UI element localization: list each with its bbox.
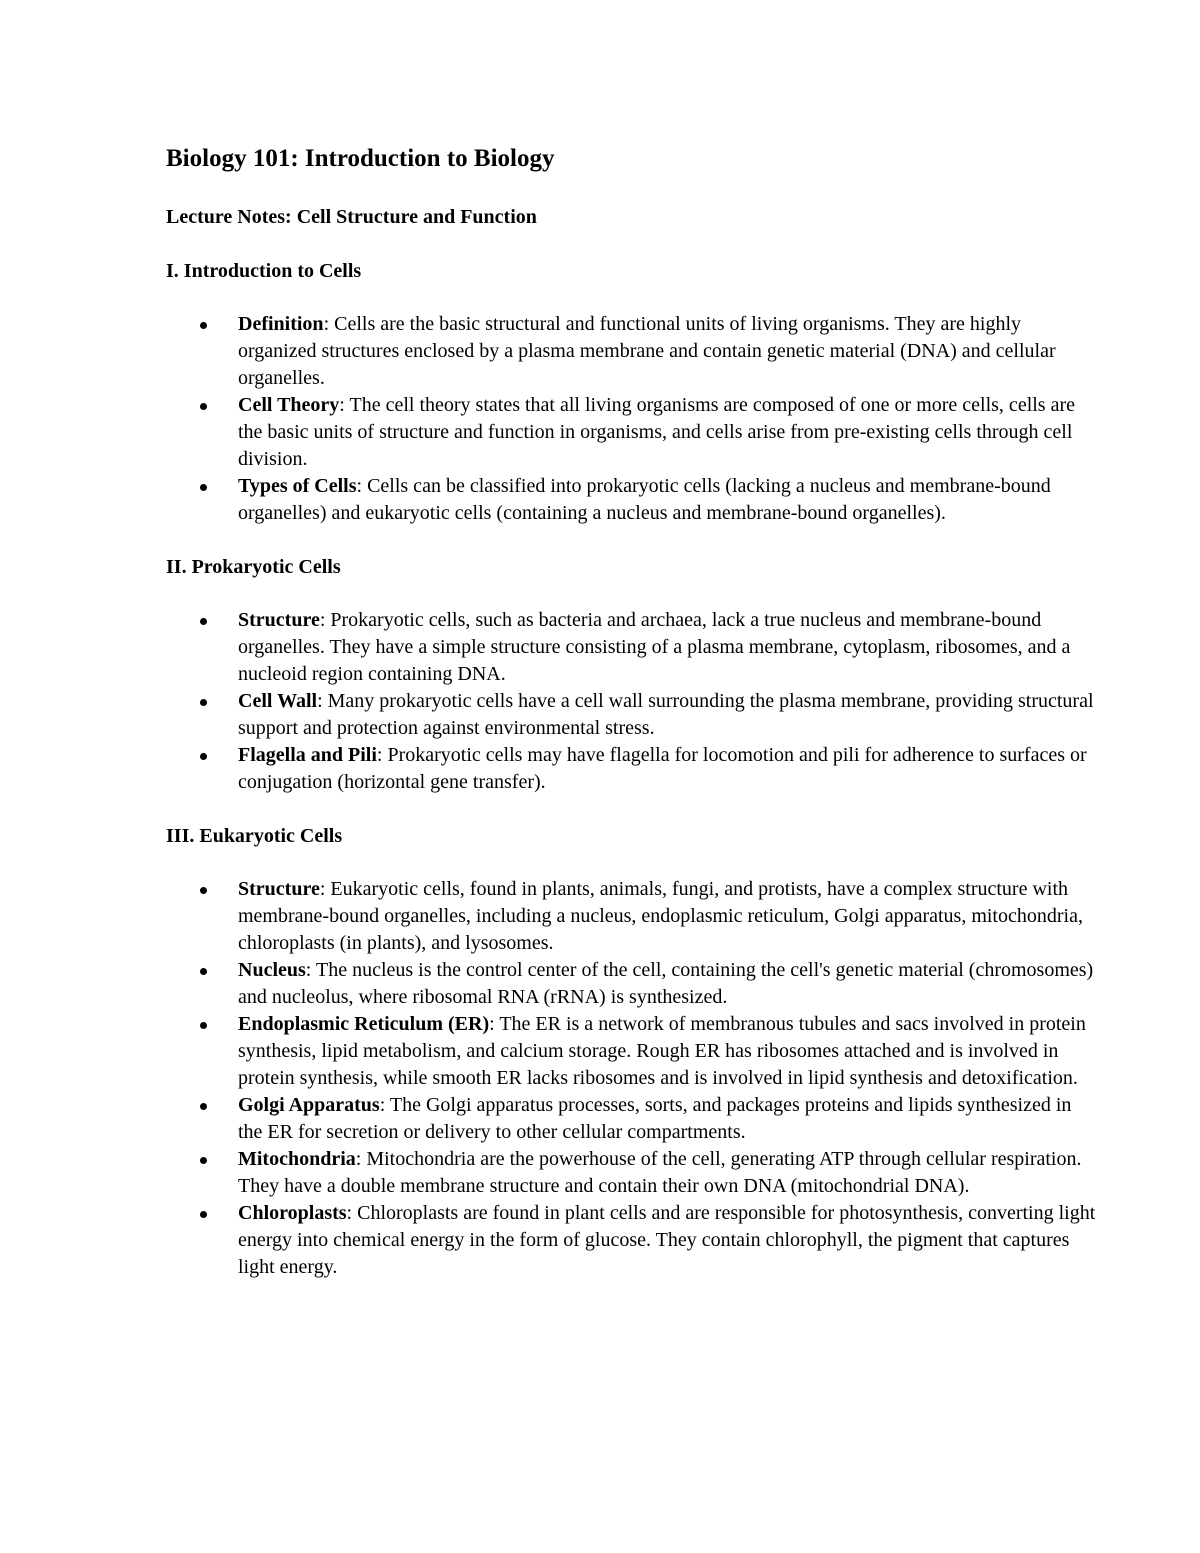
bullet-list xyxy=(166,876,1096,1281)
list-item xyxy=(166,311,1096,392)
bullet-icon xyxy=(200,1022,207,1029)
bullet-icon xyxy=(200,403,207,410)
list-item xyxy=(166,392,1096,473)
lecture-subtitle: Lecture Notes: Cell Structure and Function xyxy=(166,206,537,228)
list-item xyxy=(166,876,1096,957)
term-label: Golgi Apparatus xyxy=(238,1094,380,1116)
term-label: Cell Wall xyxy=(238,690,318,712)
term-label: Cell Theory xyxy=(238,394,340,416)
item-text: : Cells can be classified into prokaryotic cells (lacking a nucleus and membrane-bound organelles) and eukaryotic cells (containing a nucleus and membrane-bound organelles). xyxy=(238,475,1051,524)
section-prokaryotic-cells xyxy=(166,553,1096,796)
item-text: : The nucleus is the control center of the cell, containing the cell's genetic material (chromosomes) and nucleolus, where ribosomal RNA (rRNA) is synthesized. xyxy=(238,959,1094,1008)
section-heading: III. Eukaryotic Cells xyxy=(166,825,343,847)
section-heading: II. Prokaryotic Cells xyxy=(166,556,341,578)
item-text: : Prokaryotic cells may have flagella for locomotion and pili for adherence to surfaces or conjugation (horizontal gene transfer). xyxy=(238,744,1087,793)
section-eukaryotic-cells xyxy=(166,822,1096,1281)
list-item xyxy=(166,473,1096,527)
bullet-icon xyxy=(200,887,207,894)
item-text: : Many prokaryotic cells have a cell wall surrounding the plasma membrane, providing structural support and protection against environmental stress. xyxy=(238,690,1094,739)
bullet-icon xyxy=(200,968,207,975)
bullet-list xyxy=(166,607,1096,796)
bullet-icon xyxy=(200,484,207,491)
list-item xyxy=(166,1092,1096,1146)
list-item xyxy=(166,1200,1096,1281)
term-label: Nucleus xyxy=(238,959,306,981)
term-label: Chloroplasts xyxy=(238,1202,347,1224)
item-text: : Prokaryotic cells, such as bacteria and archaea, lack a true nucleus and membrane-bound organelles. They have a simple structure consisting of a plasma membrane, cytoplasm, ribosomes, and a nucleoid region containing DNA. xyxy=(238,609,1071,685)
list-item xyxy=(166,957,1096,1011)
list-item xyxy=(166,1146,1096,1200)
item-text: : The Golgi apparatus processes, sorts, and packages proteins and lipids synthesized in the ER for secretion or delivery to other cellular compartments. xyxy=(238,1094,1072,1143)
list-item xyxy=(166,742,1096,796)
term-label: Endoplasmic Reticulum (ER) xyxy=(238,1013,490,1035)
term-label: Flagella and Pili xyxy=(238,744,377,766)
section-heading: I. Introduction to Cells xyxy=(166,260,362,282)
term-label: Structure xyxy=(238,878,320,900)
term-label: Definition xyxy=(238,313,324,335)
bullet-icon xyxy=(200,322,207,329)
term-label: Types of Cells xyxy=(238,475,357,497)
term-label: Structure xyxy=(238,609,320,631)
list-item xyxy=(166,1011,1096,1092)
bullet-icon xyxy=(200,699,207,706)
item-text: : Cells are the basic structural and functional units of living organisms. They are highly organized structures enclosed by a plasma membrane and contain genetic material (DNA) and cellular organelles. xyxy=(238,313,1056,389)
item-text: : The ER is a network of membranous tubules and sacs involved in protein synthesis, lipid metabolism, and calcium storage. Rough ER has ribosomes attached and is involved in protein synthesis, while smooth ER lacks ribosomes and is involved in lipid synthesis and detoxification. xyxy=(238,1013,1086,1089)
section-introduction-to-cells xyxy=(166,257,1096,527)
list-item xyxy=(166,688,1096,742)
document-page xyxy=(166,142,1096,1307)
bullet-icon xyxy=(200,1211,207,1218)
item-text: : Chloroplasts are found in plant cells and are responsible for photosynthesis, converting light energy into chemical energy in the form of glucose. They contain chlorophyll, the pigment that captures light energy. xyxy=(238,1202,1096,1278)
bullet-icon xyxy=(200,1157,207,1164)
document-title: Biology 101: Introduction to Biology xyxy=(166,145,555,172)
bullet-icon xyxy=(200,753,207,760)
bullet-icon xyxy=(200,618,207,625)
item-text: : The cell theory states that all living organisms are composed of one or more cells, cells are the basic units of structure and function in organisms, and cells arise from pre-existing cells through cell division. xyxy=(238,394,1075,470)
term-label: Mitochondria xyxy=(238,1148,356,1170)
bullet-icon xyxy=(200,1103,207,1110)
item-text: : Mitochondria are the powerhouse of the cell, generating ATP through cellular respiration. They have a double membrane structure and contain their own DNA (mitochondrial DNA). xyxy=(238,1148,1082,1197)
list-item xyxy=(166,607,1096,688)
item-text: : Eukaryotic cells, found in plants, animals, fungi, and protists, have a complex structure with membrane-bound organelles, including a nucleus, endoplasmic reticulum, Golgi apparatus, mitochondria, chloroplasts (in plants), and lysosomes. xyxy=(238,878,1083,954)
bullet-list xyxy=(166,311,1096,527)
